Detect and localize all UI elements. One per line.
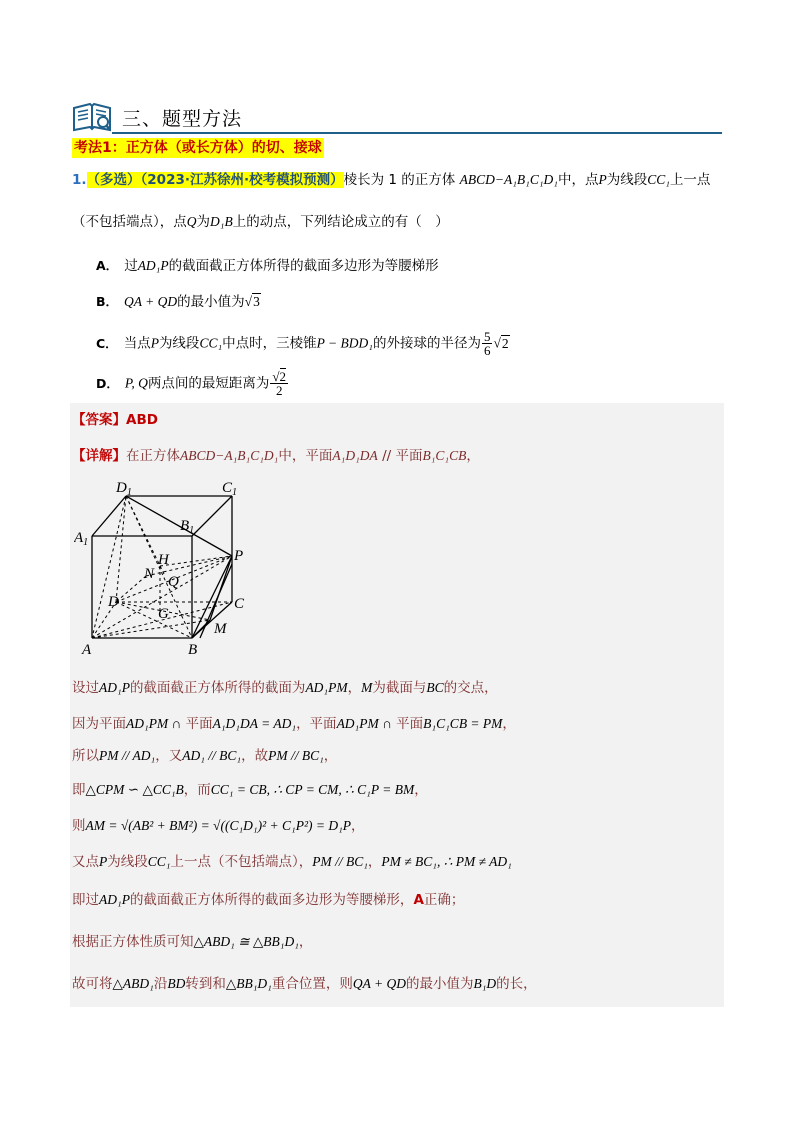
math-expr: AD₁ // BC₁ xyxy=(182,748,242,763)
math-expr: CC₁ = CB, ∴ CP = CM, ∴ C₁P = BM xyxy=(210,782,415,797)
label-m: M xyxy=(214,621,227,637)
math-expr: ABCD−A₁B₁C₁D₁ xyxy=(459,172,558,187)
math-expr: B₁D xyxy=(473,976,497,991)
option-text: 的外接球的半径为 xyxy=(372,335,481,352)
solution-text: 的截面截正方体所得的截面为 xyxy=(129,680,306,696)
solution-text: 又点 xyxy=(72,854,99,870)
solution-text: 则 xyxy=(72,818,86,834)
fraction-numerator: 5 xyxy=(483,329,491,344)
section-title: 三、题型方法 xyxy=(122,108,243,130)
book-icon xyxy=(72,100,112,134)
option-text: 的截面截正方体所得的截面多边形为等腰梯形 xyxy=(168,258,439,274)
solution-text: ， xyxy=(298,934,313,950)
label-n: N xyxy=(144,566,155,582)
fraction xyxy=(270,370,288,397)
sqrt-radicand: 3 xyxy=(253,294,260,309)
solution-text: 重合位置，则 xyxy=(271,976,353,992)
solution-text: 所以 xyxy=(72,748,99,764)
math-expr: PM // BC₁ xyxy=(268,748,324,763)
option-text: 当点 xyxy=(123,335,151,352)
solution-text: // 平面 xyxy=(377,448,423,464)
solution-text: ， xyxy=(347,680,362,696)
math-expr: M xyxy=(361,680,373,695)
label-p: P xyxy=(234,548,244,564)
solution-text: ， xyxy=(367,854,382,870)
question-number: 1. xyxy=(72,172,87,188)
solution-text: ， xyxy=(502,716,516,732)
math-expr: ABCD−A₁B₁C₁D₁ xyxy=(180,448,279,463)
math-expr: △ABD₁ ≅ △BB₁D₁ xyxy=(193,934,299,949)
question-text: 为 xyxy=(196,214,210,230)
solution-text: ， xyxy=(323,748,338,764)
section-header xyxy=(72,96,722,138)
solution-text: ， xyxy=(351,818,365,834)
label-a: A xyxy=(82,642,92,658)
label-d1: $D_1$ xyxy=(116,480,132,498)
detail-line-1 xyxy=(72,446,480,466)
solution-text: ， xyxy=(466,448,480,464)
math-expr: AD₁P xyxy=(99,892,130,907)
math-expr: B₁C₁CB = PM xyxy=(423,716,503,731)
math-expr: AM = √(AB² + BM²) = √((C₁D₁)² + C₁P²) = D₁P xyxy=(85,818,352,833)
math-expr: △ABD₁ xyxy=(112,976,154,991)
solution-text: 沿 xyxy=(153,976,168,992)
math-expr: AD₁P xyxy=(137,258,169,273)
label-b1: $B_1$ xyxy=(180,518,195,536)
question-text: 为线段 xyxy=(606,172,648,188)
solution-text: 平面 xyxy=(181,716,213,732)
label-g: G xyxy=(158,606,169,622)
option-text: 中点时，三棱锥 xyxy=(222,335,317,352)
fraction-denominator: 2 xyxy=(275,383,283,398)
solution-line-8 xyxy=(72,932,312,952)
math-expr: BC xyxy=(426,680,444,695)
math-expr: CC₁ xyxy=(199,335,223,351)
option-a xyxy=(96,256,439,276)
math-expr: A₁D₁DA xyxy=(332,448,378,463)
question-stem-line-2 xyxy=(72,212,449,232)
math-expr: BD xyxy=(167,976,186,991)
label-h: H xyxy=(158,552,169,568)
solution-text: 转到和 xyxy=(185,976,226,992)
math-expr: △BB₁D₁ xyxy=(225,976,272,991)
solution-text: 在正方体 xyxy=(126,448,180,464)
solution-text: 的长， xyxy=(496,976,537,992)
math-expr: AD₁PM ∩ xyxy=(336,716,392,731)
solution-text: 平面 xyxy=(391,716,424,732)
solution-text: ，平面 xyxy=(296,716,337,732)
math-expr: QA + QD xyxy=(124,294,178,309)
option-text: 过 xyxy=(124,258,138,274)
fraction xyxy=(482,330,493,357)
detail-tag: 【详解】 xyxy=(72,448,126,464)
math-expr: CC₁ xyxy=(147,854,171,869)
solution-line-5 xyxy=(72,816,365,836)
math-expr: AD₁PM ∩ xyxy=(126,716,182,731)
solution-line-6 xyxy=(72,852,512,872)
solution-text: 的截面截正方体所得的截面多边形为等腰梯形， xyxy=(129,892,414,908)
solution-line-9 xyxy=(72,974,537,994)
option-text: 为线段 xyxy=(158,335,200,352)
math-expr: PM ≠ BC₁, ∴ PM ≠ AD₁ xyxy=(381,854,512,869)
method-banner: 考法1：正方体（或长方体）的切、接球 xyxy=(74,140,322,156)
question-text: 棱长为 1 的正方体 xyxy=(343,172,456,188)
label-c1: $C_1$ xyxy=(222,480,238,498)
solution-text: 设过 xyxy=(72,680,99,696)
section-divider xyxy=(112,132,722,134)
math-expr: B₁C₁CB xyxy=(422,448,467,463)
correct-option: A xyxy=(413,892,424,908)
sqrt-expr: √2 xyxy=(493,335,509,351)
solution-text: ，而 xyxy=(183,782,211,798)
math-expr: P xyxy=(99,854,108,869)
math-expr: CC₁ xyxy=(647,172,670,187)
label-c: C xyxy=(234,596,245,612)
sqrt-radicand: 2 xyxy=(279,369,287,384)
solution-text: 根据正方体性质可知 xyxy=(72,934,194,950)
fraction-numerator: √2 xyxy=(272,369,287,384)
solution-text: 的最小值为 xyxy=(405,976,474,992)
option-d xyxy=(96,370,289,397)
option-c xyxy=(96,330,510,357)
solution-text: 即过 xyxy=(72,892,99,908)
sqrt-expr: √3 xyxy=(244,294,260,309)
question-text: 中，点 xyxy=(557,172,599,188)
solution-text: 为截面与 xyxy=(372,680,427,696)
solution-text: 的交点， xyxy=(443,680,498,696)
math-expr: P xyxy=(150,335,159,351)
math-expr: PM // AD₁ xyxy=(99,748,156,763)
solution-text: ， xyxy=(414,782,428,798)
solution-line-7 xyxy=(72,890,464,910)
question-text: 上的动点，下列结论成立的有（ ） xyxy=(232,214,449,230)
solution-text: ，故 xyxy=(241,748,269,764)
label-q: Q xyxy=(168,574,179,590)
sqrt-radicand: 2 xyxy=(501,335,509,351)
option-letter: A． xyxy=(96,258,119,273)
option-b xyxy=(96,292,261,312)
solution-line-2 xyxy=(72,714,516,734)
option-text: 的最小值为 xyxy=(177,294,245,310)
label-b: B xyxy=(188,642,198,658)
solution-text: ，又 xyxy=(155,748,183,764)
solution-text: 上一点（不包括端点）， xyxy=(170,854,313,870)
math-expr: P, Q xyxy=(124,375,148,391)
label-d: D xyxy=(108,594,119,610)
math-expr: △CPM ∽ △CC₁B xyxy=(85,782,184,797)
label-a1: $A_1$ xyxy=(74,530,89,548)
solution-line-4 xyxy=(72,780,428,800)
solution-line-1 xyxy=(72,678,498,698)
solution-text: 为线段 xyxy=(107,854,148,870)
solution-text: 因为平面 xyxy=(72,716,126,732)
option-letter: D． xyxy=(96,375,119,391)
cube-figure xyxy=(74,478,254,658)
question-text: （不包括端点），点 xyxy=(72,214,187,230)
question-stem-line-1 xyxy=(72,170,710,190)
option-letter: C． xyxy=(96,335,118,351)
math-expr: QA + QD xyxy=(352,976,406,991)
math-expr: AD₁P xyxy=(99,680,130,695)
solution-text: 中，平面 xyxy=(278,448,333,464)
math-expr: PM // BC₁ xyxy=(312,854,368,869)
solution-text: 即 xyxy=(72,782,86,798)
math-expr: A₁D₁DA = AD₁ xyxy=(212,716,297,731)
math-expr: P xyxy=(598,172,607,187)
solution-line-3 xyxy=(72,746,337,766)
option-text: 两点间的最短距离为 xyxy=(147,375,270,392)
solution-text: 故可将 xyxy=(72,976,113,992)
question-text: 上一点 xyxy=(669,172,711,188)
question-source: （多选）（2023·江苏徐州·校考模拟预测） xyxy=(86,172,344,188)
math-expr: P − BDD₁ xyxy=(316,335,373,351)
math-expr: AD₁PM xyxy=(305,680,348,695)
answer-tag: 【答案】 xyxy=(72,412,126,428)
solution-text: 正确； xyxy=(423,892,465,908)
math-expr: D₁B xyxy=(210,214,233,229)
option-letter: B． xyxy=(96,294,119,309)
answer-value: ABD xyxy=(126,412,158,428)
math-expr: Q xyxy=(186,214,197,229)
fraction-denominator: 6 xyxy=(483,343,491,358)
answer-line xyxy=(72,410,158,430)
